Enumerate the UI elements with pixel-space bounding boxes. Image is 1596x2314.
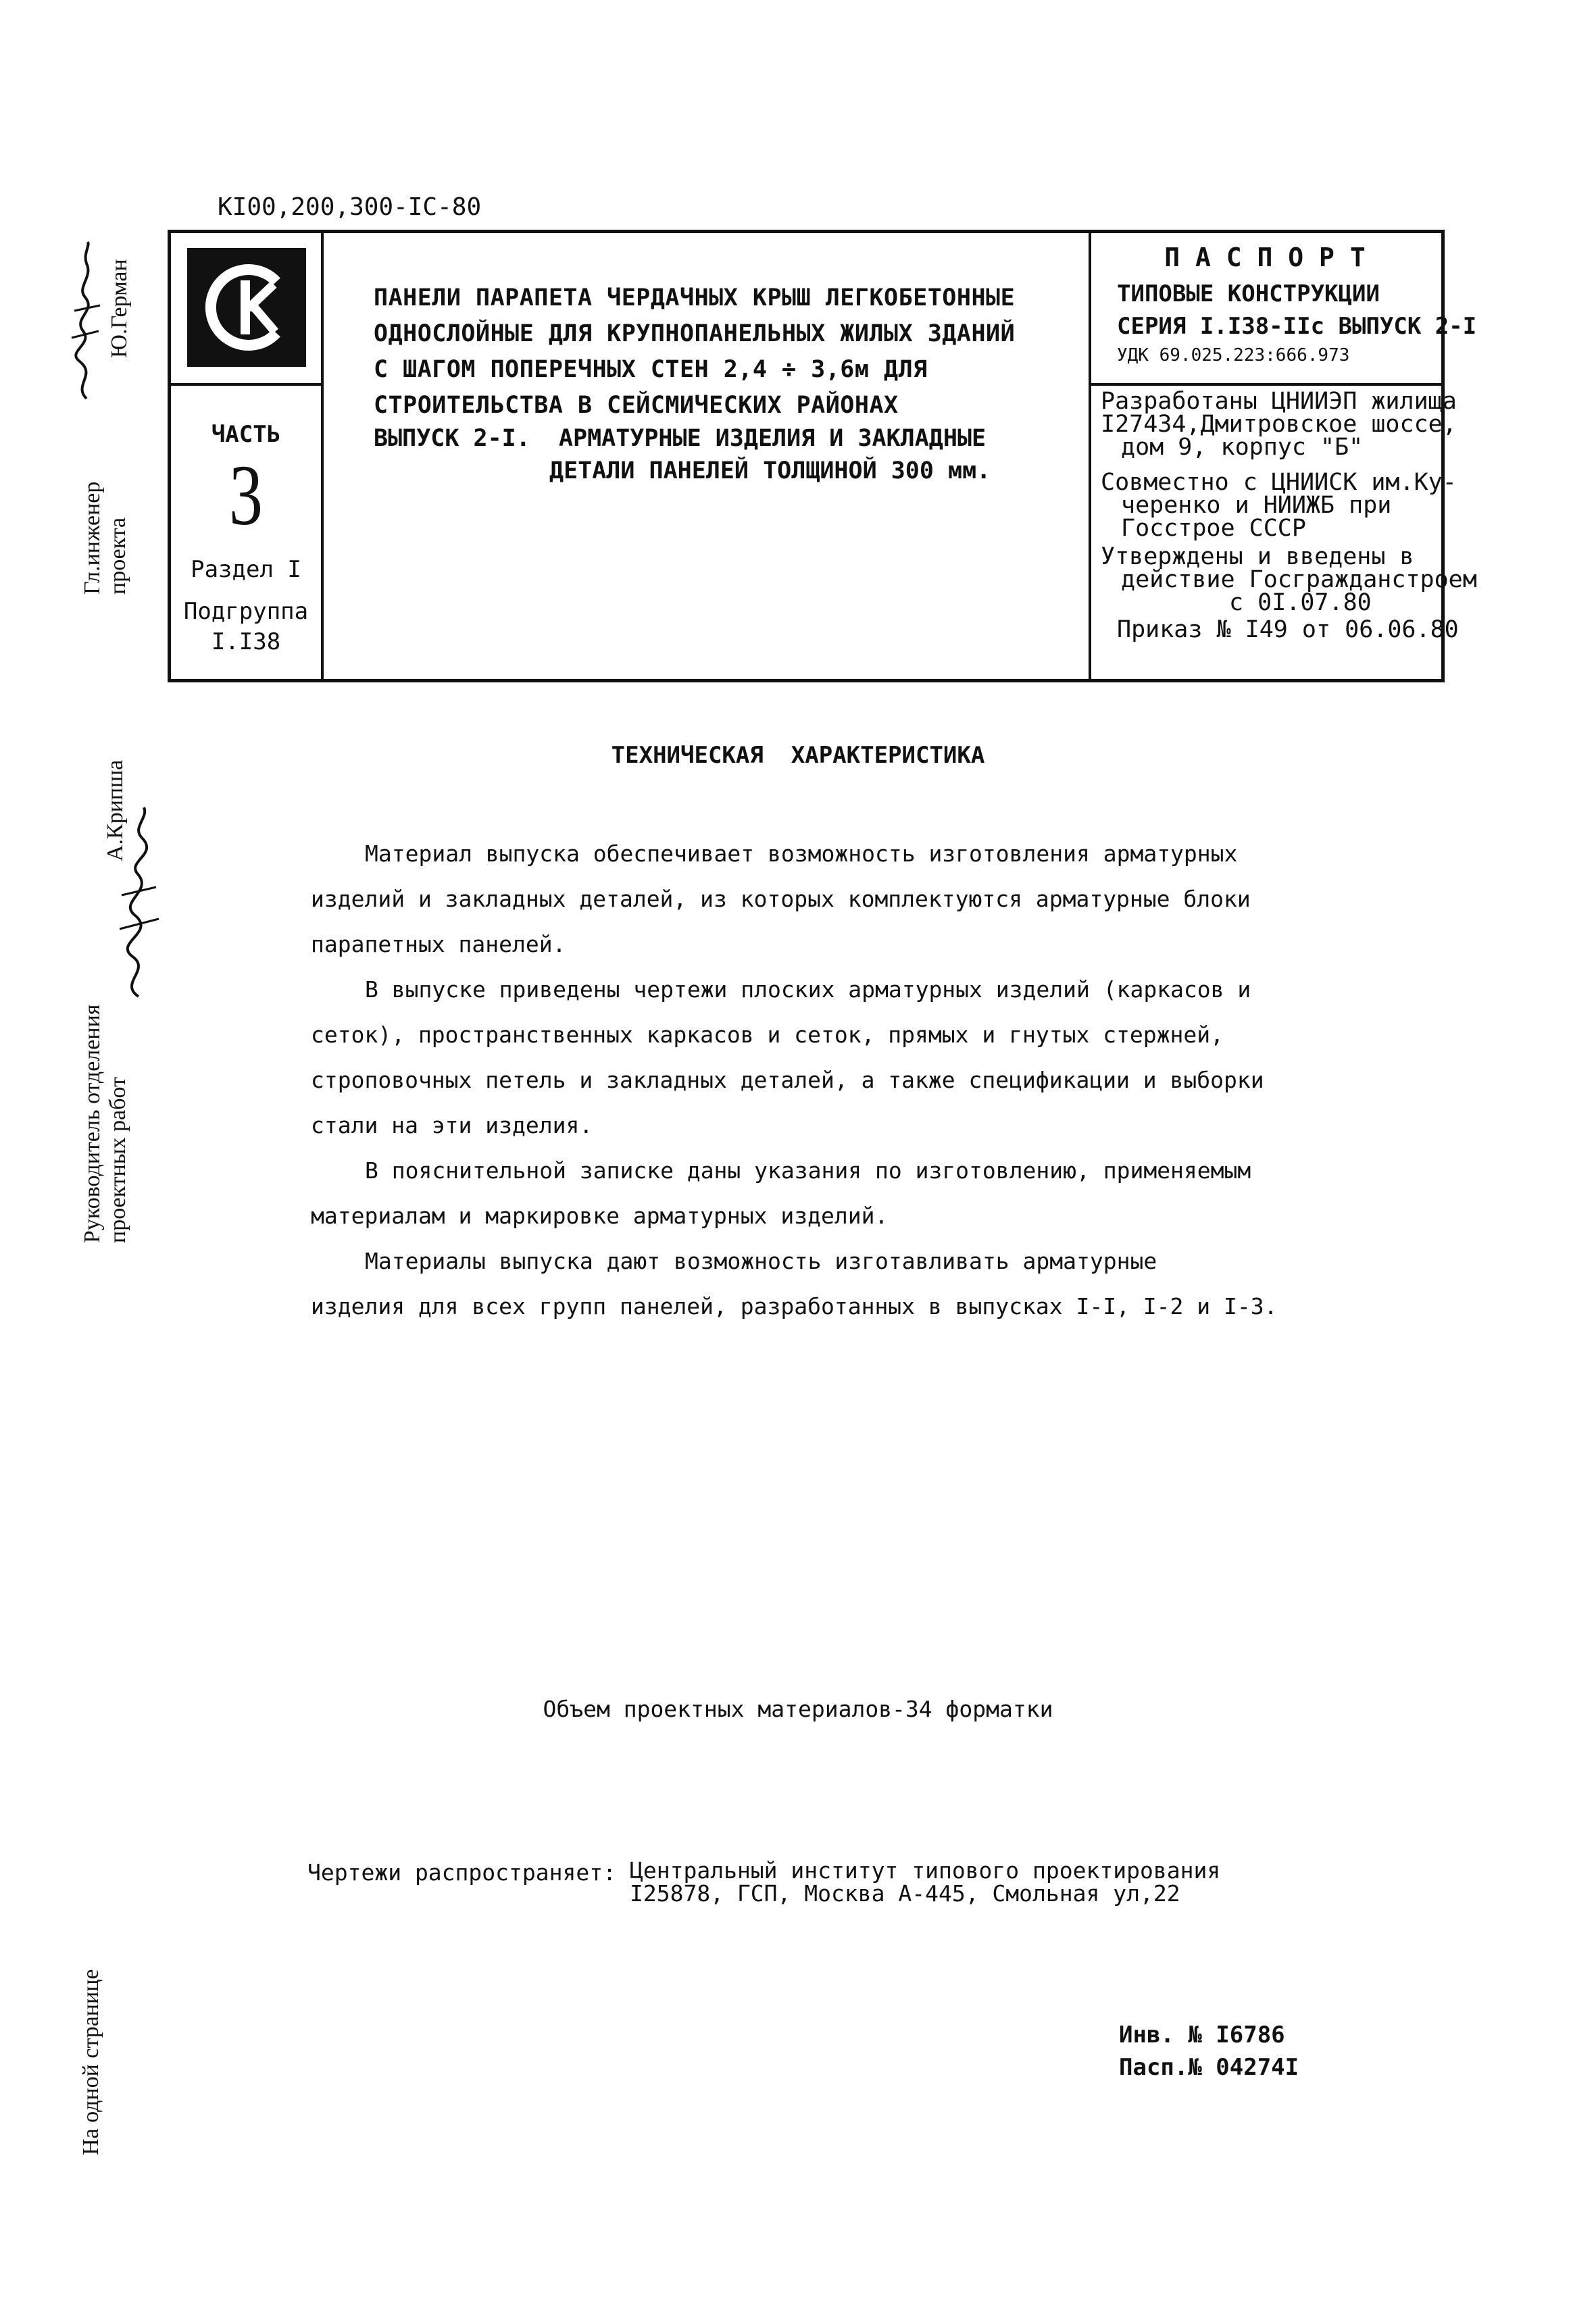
paragraph-2 [311, 967, 1284, 1148]
head-role [80, 892, 131, 1243]
part-number: 3 [229, 447, 263, 543]
passport-series: СЕРИЯ I.I38-IIс ВЫПУСК 2-I [1117, 313, 1477, 340]
head-name: А.Крипша [103, 759, 128, 861]
approved-by [1101, 545, 1477, 641]
passport-table [168, 230, 1477, 682]
paragraph-line: В пояснительной записке даны указания по изготовлению, применяемым [365, 1157, 1251, 1184]
approved-line: Утверждены и введены в [1101, 543, 1414, 570]
distributor-line-2: I25878, ГСП, Москва А-445, Смольная ул,22 [630, 1880, 1180, 1907]
head-role-line2: проектных работ [105, 1077, 130, 1243]
paragraph-line: В выпуске приведены чертежи плоских арматурных изделий (каркасов и [365, 976, 1251, 1003]
volume-note: Объем проектных материалов-34 форматки [543, 1696, 1053, 1722]
developed-line: I27434,Дмитровское шоссе, [1101, 411, 1457, 438]
paragraph-line: парапетных панелей. [311, 931, 566, 957]
doc-code: KI00,200,300-IC-80 [218, 193, 482, 221]
one-page-note: На одной странице [78, 1969, 103, 2155]
paragraph-line: Материал выпуска обеспечивает возможность изготовления арматурных [365, 840, 1238, 867]
title-line: С ШАГОМ ПОПЕРЕЧНЫХ СТЕН 2,4 ÷ 3,6м ДЛЯ [374, 356, 928, 383]
chief-engineer-role-line2: проекта [105, 517, 130, 595]
section-label: Раздел I [191, 556, 301, 583]
subgroup-value: I.I38 [211, 628, 281, 655]
head-role-line1: Руководитель отделения [80, 1004, 105, 1243]
jointly-with [1101, 471, 1457, 540]
title-line: ПАНЕЛИ ПАРАПЕТА ЧЕРДАЧНЫХ КРЫШ ЛЕГКОБЕТОННЫЕ [374, 284, 1016, 311]
paragraph-4 [311, 1238, 1284, 1329]
approved-line: Приказ № I49 от 06.06.80 [1117, 616, 1459, 643]
series-title [374, 280, 1015, 424]
issue-line-1: ВЫПУСК 2-I. АРМАТУРНЫЕ ИЗДЕЛИЯ И ЗАКЛАДНЫЕ [374, 425, 987, 452]
chief-engineer-role-line1: Гл.инженер [80, 481, 105, 595]
approved-line: действие Госгражданстроем [1121, 566, 1477, 593]
chief-engineer-name: Ю.Герман [107, 259, 132, 358]
sk-logo [187, 248, 306, 367]
title-line: ОДНОСЛОЙНЫЕ ДЛЯ КРУПНОПАНЕЛЬНЫХ ЖИЛЫХ ЗДАНИЙ [374, 320, 1016, 347]
distributor-label: Чертежи распространяет: [307, 1859, 616, 1886]
paragraph-line: материалам и маркировке арматурных изделий. [311, 1203, 889, 1229]
paragraph-3 [311, 1148, 1284, 1238]
passport-title: П А С П О Р Т [1164, 243, 1366, 272]
paragraph-line: Материалы выпуска дают возможность изготавливать арматурные [365, 1248, 1157, 1274]
paragraph-line: изделия для всех групп панелей, разработанных в выпусках I-I, I-2 и I-3. [311, 1293, 1278, 1319]
passport-number: Пасп.№ 04274I [1119, 2054, 1299, 2081]
paragraph-1 [311, 831, 1284, 967]
jointly-line: Госстрое СССР [1121, 515, 1306, 542]
distributor-line-1: Центральный институт типового проектирования [630, 1857, 1221, 1884]
jointly-line: Совместно с ЦНИИСК им.Ку- [1101, 469, 1457, 496]
inventory-number: Инв. № I6786 [1119, 2021, 1285, 2048]
issue-line-2: ДЕТАЛИ ПАНЕЛЕЙ ТОЛЩИНОЙ 300 мм. [549, 457, 991, 484]
section-heading: ТЕХНИЧЕСКАЯ ХАРАКТЕРИСТИКА [611, 742, 985, 769]
approved-line: с 0I.07.80 [1229, 589, 1372, 616]
chief-engineer-signature [59, 236, 107, 405]
udk: УДК 69.025.223:666.973 [1117, 345, 1350, 366]
jointly-line: черенко и НИИЖБ при [1121, 492, 1392, 519]
chief-engineer-role [80, 446, 131, 595]
developed-line: Разработаны ЦНИИЭП жилища [1101, 388, 1457, 415]
developed-by [1101, 390, 1457, 459]
paragraph-line: строповочных петель и закладных деталей, а также спецификации и выборки [311, 1067, 1264, 1093]
passport-type: ТИПОВЫЕ КОНСТРУКЦИИ [1117, 280, 1380, 307]
paragraph-line: стали на эти изделия. [311, 1112, 593, 1138]
title-line: СТРОИТЕЛЬСТВА В СЕЙСМИЧЕСКИХ РАЙОНАХ [374, 392, 899, 419]
paragraph-line: изделий и закладных деталей, из которых комплектуются арматурные блоки [311, 886, 1251, 912]
part-label: ЧАСТЬ [211, 421, 281, 448]
subgroup-label: Подгруппа [183, 598, 309, 625]
developed-line: дом 9, корпус "Б" [1121, 434, 1364, 461]
paragraph-line: сеток), пространственных каркасов и сеток, прямых и гнутых стержней, [311, 1022, 1224, 1048]
